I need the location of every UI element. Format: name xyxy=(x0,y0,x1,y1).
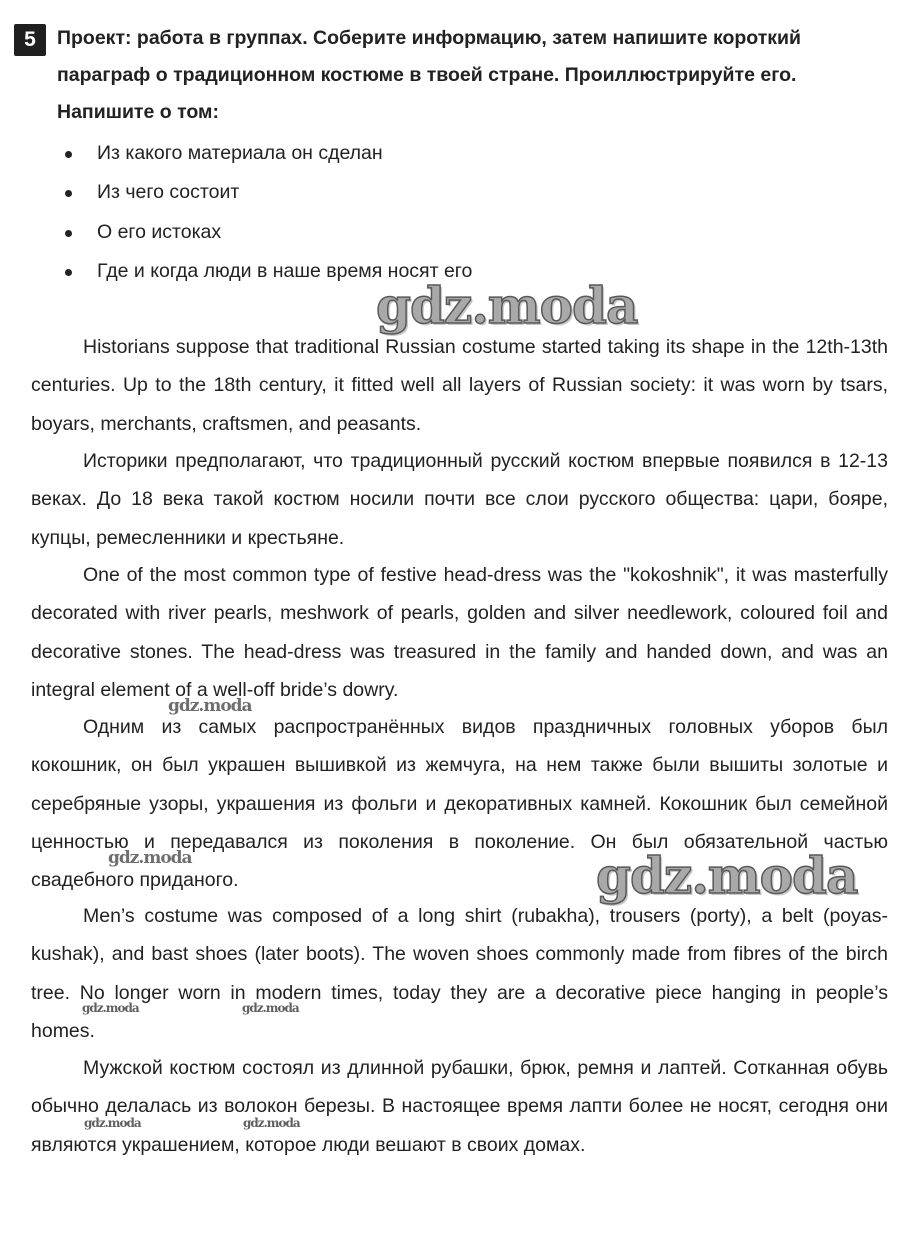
watermark-logo: gdz.moda xyxy=(108,848,192,868)
watermark-logo: gdz.moda xyxy=(82,1001,139,1015)
watermark-logo: gdz.moda xyxy=(84,1116,141,1130)
task-title: Проект: работа в группах. Соберите информацию, затем напишите короткий параграф о традиционном костюме в твоей стране. Проиллюстрируйте его. Напишите о том: xyxy=(57,27,801,123)
paragraph-mens-costume-ru: Мужской костюм состоял из длинной рубашки, брюк, ремня и лаптей. Сотканная обувь обычно делалась из волокон березы. В настоящее время лапти более не носят, сегодня они являются украшением, которое люди вешают в своих домах. xyxy=(31,1057,888,1156)
task-number-badge: 5 xyxy=(14,24,46,56)
paragraph-history-en: Historians suppose that traditional Russian costume started taking its shape in the 12th-13th centuries. Up to the 18th century, it fitted well all layers of Russian society: it was worn by tsars, boyars, merchants, craftsmen, and peasants. xyxy=(31,336,888,435)
watermark-logo: gdz.moda xyxy=(168,696,252,716)
bullet-item-modern-use: Где и когда люди в наше время носят его xyxy=(62,252,472,291)
watermark-logo: gdz.moda xyxy=(596,846,858,905)
watermark-logo: gdz.moda xyxy=(376,276,638,335)
paragraph-mens-costume-en: Men’s costume was composed of a long shirt (rubakha), trousers (porty), a belt (poyas- kushak), and bast shoes (later boots). The woven shoes commonly made from fibres of the birch tree. No longer worn in modern times, today they are a decorative piece hanging in people’s homes. xyxy=(31,905,888,1042)
paragraph-history-ru: Историки предполагают, что традиционный русский костюм впервые появился в 12-13 веках. До 18 века такой костюм носили почти все слои русского общества: цари, бояре, купцы, ремесленники и крестьяне. xyxy=(31,450,888,549)
watermark-logo: gdz.moda xyxy=(243,1116,300,1130)
bullet-item-material: Из какого материала он сделан xyxy=(62,134,472,173)
bullet-item-components: Из чего состоит xyxy=(62,173,472,212)
paragraph-kokoshnik-en: One of the most common type of festive head-dress was the "kokoshnik", it was masterfully decorated with river pearls, meshwork of pearls, golden and silver needlework, coloured foil and decorative stones. The head-dress was treasured in the family and handed down, and was an integral element of a well-off bride’s dowry. xyxy=(31,564,888,701)
paragraph-kokoshnik-ru: Одним из самых распространённых видов праздничных головных уборов был кокошник, он был украшен вышивкой из жемчуга, на нем также были вышиты золотые и серебряные узоры, украшения из фольги и декоративных камней. Кокошник был семейной ценностью и передавался из поколения в поколение. Он был обязательной частью свадебного приданого. xyxy=(31,716,888,892)
bullet-list xyxy=(62,134,472,291)
watermark-logo: gdz.moda xyxy=(242,1001,299,1015)
bullet-item-origins: О его истоках xyxy=(62,213,472,252)
